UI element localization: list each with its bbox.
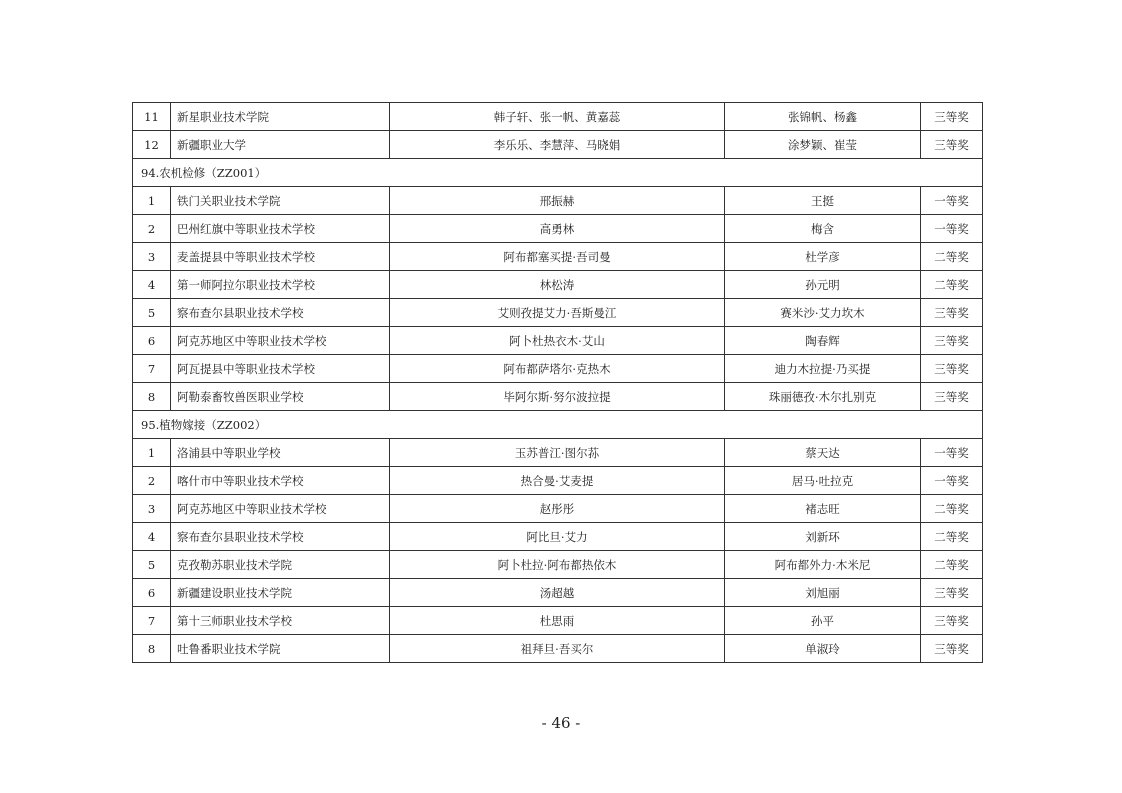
cell-students: 林松涛 xyxy=(390,271,725,299)
cell-index: 6 xyxy=(133,579,171,607)
cell-students: 艾则孜提艾力·吾斯曼江 xyxy=(390,299,725,327)
cell-teachers: 珠丽德孜·木尔扎别克 xyxy=(725,383,921,411)
table-row xyxy=(133,383,983,411)
cell-students: 邢振赫 xyxy=(390,187,725,215)
cell-index: 1 xyxy=(133,439,171,467)
cell-teachers: 单淑玲 xyxy=(725,635,921,663)
cell-school: 阿克苏地区中等职业技术学校 xyxy=(171,327,390,355)
cell-index: 5 xyxy=(133,551,171,579)
table-row xyxy=(133,215,983,243)
cell-teachers: 梅含 xyxy=(725,215,921,243)
cell-teachers: 王挺 xyxy=(725,187,921,215)
cell-school: 克孜勒苏职业技术学院 xyxy=(171,551,390,579)
cell-students: 李乐乐、李慧萍、马晓娟 xyxy=(390,131,725,159)
cell-index: 5 xyxy=(133,299,171,327)
cell-teachers: 蔡天达 xyxy=(725,439,921,467)
cell-students: 阿布都塞买提·吾司曼 xyxy=(390,243,725,271)
cell-teachers: 阿布都外力·木米尼 xyxy=(725,551,921,579)
cell-teachers: 涂梦颖、崔莹 xyxy=(725,131,921,159)
section-title: 94.农机检修（ZZ001） xyxy=(133,159,983,187)
table-row xyxy=(133,523,983,551)
cell-award: 二等奖 xyxy=(921,271,983,299)
cell-index: 7 xyxy=(133,355,171,383)
cell-award: 二等奖 xyxy=(921,243,983,271)
cell-students: 阿卜杜拉·阿布都热依木 xyxy=(390,551,725,579)
cell-students: 韩子轩、张一帆、黄嘉蕊 xyxy=(390,103,725,131)
cell-students: 杜思雨 xyxy=(390,607,725,635)
cell-students: 阿卜杜热衣木·艾山 xyxy=(390,327,725,355)
section-header-row xyxy=(133,159,983,187)
cell-school: 新星职业技术学院 xyxy=(171,103,390,131)
award-table-body xyxy=(133,103,983,663)
cell-award: 三等奖 xyxy=(921,579,983,607)
cell-award: 一等奖 xyxy=(921,467,983,495)
table-row xyxy=(133,467,983,495)
cell-index: 6 xyxy=(133,327,171,355)
cell-students: 阿比旦·艾力 xyxy=(390,523,725,551)
cell-students: 赵彤彤 xyxy=(390,495,725,523)
section-header-row xyxy=(133,411,983,439)
cell-award: 三等奖 xyxy=(921,607,983,635)
cell-index: 11 xyxy=(133,103,171,131)
table-row xyxy=(133,187,983,215)
table-row xyxy=(133,439,983,467)
cell-teachers: 孙元明 xyxy=(725,271,921,299)
cell-index: 3 xyxy=(133,495,171,523)
cell-teachers: 孙平 xyxy=(725,607,921,635)
cell-school: 麦盖提县中等职业技术学校 xyxy=(171,243,390,271)
table-row xyxy=(133,635,983,663)
table-row xyxy=(133,607,983,635)
cell-school: 铁门关职业技术学院 xyxy=(171,187,390,215)
table-row xyxy=(133,271,983,299)
cell-award: 三等奖 xyxy=(921,299,983,327)
cell-school: 察布查尔县职业技术学校 xyxy=(171,523,390,551)
cell-students: 祖拜旦·吾买尔 xyxy=(390,635,725,663)
cell-index: 7 xyxy=(133,607,171,635)
cell-students: 玉苏普江·图尔荪 xyxy=(390,439,725,467)
cell-teachers: 赛米沙·艾力坎木 xyxy=(725,299,921,327)
cell-teachers: 居马·吐拉克 xyxy=(725,467,921,495)
cell-index: 4 xyxy=(133,523,171,551)
cell-award: 三等奖 xyxy=(921,327,983,355)
cell-school: 吐鲁番职业技术学院 xyxy=(171,635,390,663)
cell-school: 阿勒泰畜牧兽医职业学校 xyxy=(171,383,390,411)
cell-students: 毕阿尔斯·努尔波拉提 xyxy=(390,383,725,411)
cell-school: 巴州红旗中等职业技术学校 xyxy=(171,215,390,243)
cell-award: 一等奖 xyxy=(921,439,983,467)
cell-award: 二等奖 xyxy=(921,495,983,523)
award-results-sheet xyxy=(132,102,982,663)
table-row xyxy=(133,327,983,355)
cell-students: 热合曼·艾麦提 xyxy=(390,467,725,495)
cell-award: 二等奖 xyxy=(921,523,983,551)
cell-teachers: 张锦帆、杨鑫 xyxy=(725,103,921,131)
cell-award: 三等奖 xyxy=(921,635,983,663)
cell-index: 2 xyxy=(133,467,171,495)
section-title: 95.植物嫁接（ZZ002） xyxy=(133,411,983,439)
cell-index: 12 xyxy=(133,131,171,159)
cell-index: 8 xyxy=(133,635,171,663)
cell-school: 第十三师职业技术学校 xyxy=(171,607,390,635)
cell-teachers: 刘旭丽 xyxy=(725,579,921,607)
cell-teachers: 迪力木拉提·乃买提 xyxy=(725,355,921,383)
table-row xyxy=(133,495,983,523)
table-row xyxy=(133,579,983,607)
cell-teachers: 陶春辉 xyxy=(725,327,921,355)
cell-school: 阿瓦提县中等职业技术学校 xyxy=(171,355,390,383)
cell-index: 8 xyxy=(133,383,171,411)
cell-index: 1 xyxy=(133,187,171,215)
cell-index: 2 xyxy=(133,215,171,243)
table-row xyxy=(133,131,983,159)
cell-school: 喀什市中等职业技术学校 xyxy=(171,467,390,495)
cell-school: 阿克苏地区中等职业技术学校 xyxy=(171,495,390,523)
table-row xyxy=(133,243,983,271)
cell-students: 高勇林 xyxy=(390,215,725,243)
cell-students: 汤超越 xyxy=(390,579,725,607)
cell-award: 三等奖 xyxy=(921,103,983,131)
cell-award: 二等奖 xyxy=(921,551,983,579)
table-row xyxy=(133,355,983,383)
cell-award: 三等奖 xyxy=(921,131,983,159)
cell-students: 阿布都萨塔尔·克热木 xyxy=(390,355,725,383)
table-row xyxy=(133,103,983,131)
cell-school: 新疆建设职业技术学院 xyxy=(171,579,390,607)
cell-award: 三等奖 xyxy=(921,355,983,383)
award-table xyxy=(132,102,983,663)
page-number: - 46 - xyxy=(541,714,581,732)
table-row xyxy=(133,551,983,579)
cell-school: 洛浦县中等职业学校 xyxy=(171,439,390,467)
cell-school: 第一师阿拉尔职业技术学校 xyxy=(171,271,390,299)
cell-award: 三等奖 xyxy=(921,383,983,411)
cell-award: 一等奖 xyxy=(921,215,983,243)
cell-award: 一等奖 xyxy=(921,187,983,215)
cell-school: 察布查尔县职业技术学校 xyxy=(171,299,390,327)
table-row xyxy=(133,299,983,327)
cell-index: 3 xyxy=(133,243,171,271)
cell-index: 4 xyxy=(133,271,171,299)
cell-teachers: 褚志旺 xyxy=(725,495,921,523)
cell-teachers: 杜学彦 xyxy=(725,243,921,271)
cell-school: 新疆职业大学 xyxy=(171,131,390,159)
cell-teachers: 刘新环 xyxy=(725,523,921,551)
